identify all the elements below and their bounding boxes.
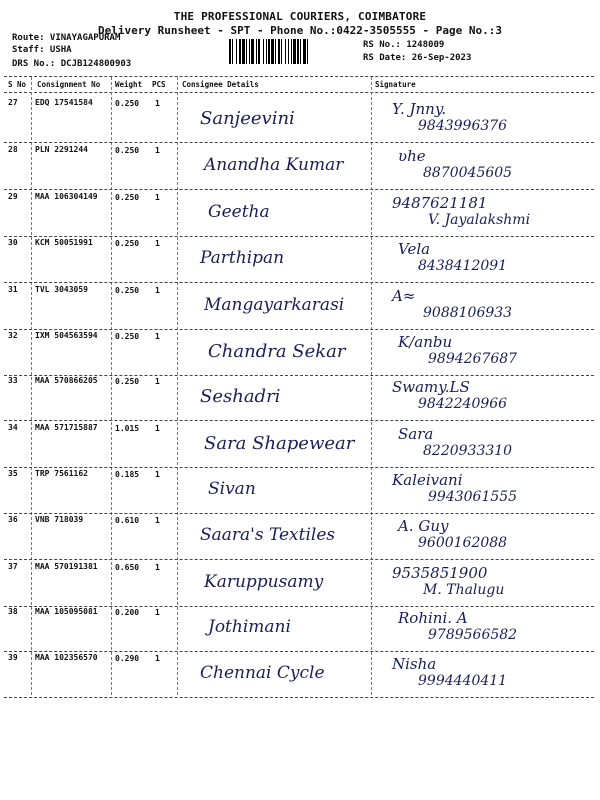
drs-number: DRS No.: DCJB124800903 xyxy=(12,59,132,69)
runsheet-subtitle: Delivery Runsheet - SPT - Phone No.:0422-3505555 - Page No.:3 xyxy=(98,24,502,37)
row-consignment-no: MAA 570866205 xyxy=(35,376,98,385)
row-pcs: 1 xyxy=(155,239,160,248)
row-weight: 1.015 xyxy=(115,424,140,433)
row-consignment-no: TVL 3043059 xyxy=(35,285,88,294)
row-consignment-no: MAA 571715887 xyxy=(35,423,98,432)
row-divider xyxy=(4,513,594,514)
page-title: THE PROFESSIONAL COURIERS, COIMBATORE xyxy=(173,10,427,23)
row-consignment-no: KCM 50051991 xyxy=(35,238,93,247)
row-consignee-name: Saara's Textiles xyxy=(200,525,336,545)
row-consignment-no: MAA 105095081 xyxy=(35,607,98,616)
staff-label: Staff: USHA xyxy=(12,45,72,55)
row-signature: 9535851900 xyxy=(392,564,488,582)
row-consignment-no: EDQ 17541584 xyxy=(35,98,93,107)
row-consignee-name: Sivan xyxy=(208,479,256,499)
row-phone: 9789566582 xyxy=(428,627,518,643)
row-signature: Kaleivani xyxy=(392,471,463,489)
row-weight: 0.185 xyxy=(115,470,140,479)
row-consignment-no: PLN 2291244 xyxy=(35,145,88,154)
col-header-consignment: Consignment No xyxy=(37,80,101,89)
row-signature: A≈ xyxy=(392,287,416,305)
table-top-rule xyxy=(4,76,594,77)
row-sno: 31 xyxy=(8,285,18,294)
row-sno: 38 xyxy=(8,607,18,616)
row-signature: A. Guy xyxy=(398,517,449,535)
row-sno: 35 xyxy=(8,469,18,478)
row-phone: 8220933310 xyxy=(423,443,513,459)
row-phone: 9843996376 xyxy=(418,118,508,134)
row-weight: 0.250 xyxy=(115,239,140,248)
row-consignment-no: TRP 7561162 xyxy=(35,469,88,478)
row-sno: 30 xyxy=(8,238,18,247)
row-weight: 0.650 xyxy=(115,563,140,572)
row-sno: 32 xyxy=(8,331,18,340)
row-weight: 0.290 xyxy=(115,654,140,663)
row-consignee-name: Sara Shapewear xyxy=(204,433,355,454)
row-pcs: 1 xyxy=(155,377,160,386)
row-signature: Nisha xyxy=(392,655,437,673)
barcode xyxy=(229,39,358,64)
row-consignment-no: IXM 504563594 xyxy=(35,331,98,340)
row-phone: V. Jayalakshmi xyxy=(428,212,531,228)
row-sno: 39 xyxy=(8,653,18,662)
row-pcs: 1 xyxy=(155,99,160,108)
row-signature: K/anbu xyxy=(398,333,453,351)
row-pcs: 1 xyxy=(155,332,160,341)
row-sno: 28 xyxy=(8,145,18,154)
row-signature: Sara xyxy=(398,425,434,443)
row-pcs: 1 xyxy=(155,286,160,295)
row-consignment-no: MAA 102356570 xyxy=(35,653,98,662)
row-pcs: 1 xyxy=(155,654,160,663)
row-consignee-name: Karuppusamy xyxy=(204,572,324,592)
row-phone: 8438412091 xyxy=(418,258,508,274)
row-weight: 0.250 xyxy=(115,377,140,386)
row-divider xyxy=(4,189,594,190)
row-pcs: 1 xyxy=(155,516,160,525)
row-consignee-name: Mangayarkarasi xyxy=(204,295,345,315)
row-divider xyxy=(4,697,594,698)
row-sno: 37 xyxy=(8,562,18,571)
row-weight: 0.250 xyxy=(115,286,140,295)
row-pcs: 1 xyxy=(155,424,160,433)
col-divider xyxy=(111,77,112,695)
row-phone: 9943061555 xyxy=(428,489,518,505)
row-sno: 34 xyxy=(8,423,18,432)
header-bottom-rule xyxy=(4,92,594,93)
row-divider xyxy=(4,651,594,652)
row-consignee-name: Geetha xyxy=(208,202,270,222)
row-divider xyxy=(4,236,594,237)
row-divider xyxy=(4,559,594,560)
row-consignment-no: VNB 718039 xyxy=(35,515,84,524)
row-sno: 36 xyxy=(8,515,18,524)
row-signature: Swamy.LS xyxy=(392,378,470,396)
row-pcs: 1 xyxy=(155,563,160,572)
col-header-signature: Signature xyxy=(375,80,416,89)
row-divider xyxy=(4,282,594,283)
row-phone: 9994440411 xyxy=(418,673,508,689)
row-signature: ʋhe xyxy=(398,147,426,165)
row-phone: 9600162088 xyxy=(418,535,508,551)
row-consignee-name: Seshadri xyxy=(200,386,281,407)
row-consignee-name: Chandra Sekar xyxy=(208,341,346,362)
row-phone: 9842240966 xyxy=(418,396,508,412)
col-divider xyxy=(177,77,178,695)
col-divider xyxy=(371,77,372,695)
row-weight: 0.250 xyxy=(115,193,140,202)
row-sno: 33 xyxy=(8,376,18,385)
row-consignee-name: Chennai Cycle xyxy=(200,663,325,683)
row-pcs: 1 xyxy=(155,470,160,479)
row-divider xyxy=(4,467,594,468)
row-consignee-name: Sanjeevini xyxy=(200,108,295,129)
row-sno: 27 xyxy=(8,98,18,107)
row-consignment-no: MAA 106304149 xyxy=(35,192,98,201)
row-weight: 0.610 xyxy=(115,516,140,525)
route-label: Route: VINAYAGAPURAM xyxy=(12,33,121,43)
col-header-pcs: PCS xyxy=(152,80,166,89)
col-header-weight: Weight xyxy=(115,80,143,89)
rs-date: RS Date: 26-Sep-2023 xyxy=(363,53,472,63)
row-signature: Y. Jnny. xyxy=(392,100,447,118)
row-phone: 9894267687 xyxy=(428,351,518,367)
row-divider xyxy=(4,329,594,330)
row-phone: 8870045605 xyxy=(423,165,513,181)
col-divider xyxy=(31,77,32,695)
row-signature: 9487621181 xyxy=(392,194,488,212)
row-pcs: 1 xyxy=(155,608,160,617)
col-header-consignee: Consignee Details xyxy=(182,80,259,89)
row-pcs: 1 xyxy=(155,193,160,202)
row-weight: 0.250 xyxy=(115,146,140,155)
row-phone: M. Thalugu xyxy=(423,582,505,598)
col-header-sno: S No xyxy=(8,80,27,89)
row-signature: Rohini. A xyxy=(398,609,468,627)
row-signature: Vela xyxy=(398,240,431,258)
row-divider xyxy=(4,420,594,421)
row-phone: 9088106933 xyxy=(423,305,513,321)
row-weight: 0.250 xyxy=(115,99,140,108)
row-consignee-name: Parthipan xyxy=(200,248,285,268)
row-weight: 0.250 xyxy=(115,332,140,341)
row-pcs: 1 xyxy=(155,146,160,155)
row-sno: 29 xyxy=(8,192,18,201)
row-divider xyxy=(4,142,594,143)
row-weight: 0.200 xyxy=(115,608,140,617)
rs-number: RS No.: 1248009 xyxy=(363,40,445,50)
row-consignee-name: Jothimani xyxy=(208,617,291,637)
row-consignment-no: MAA 570191381 xyxy=(35,562,98,571)
row-consignee-name: Anandha Kumar xyxy=(204,155,344,175)
